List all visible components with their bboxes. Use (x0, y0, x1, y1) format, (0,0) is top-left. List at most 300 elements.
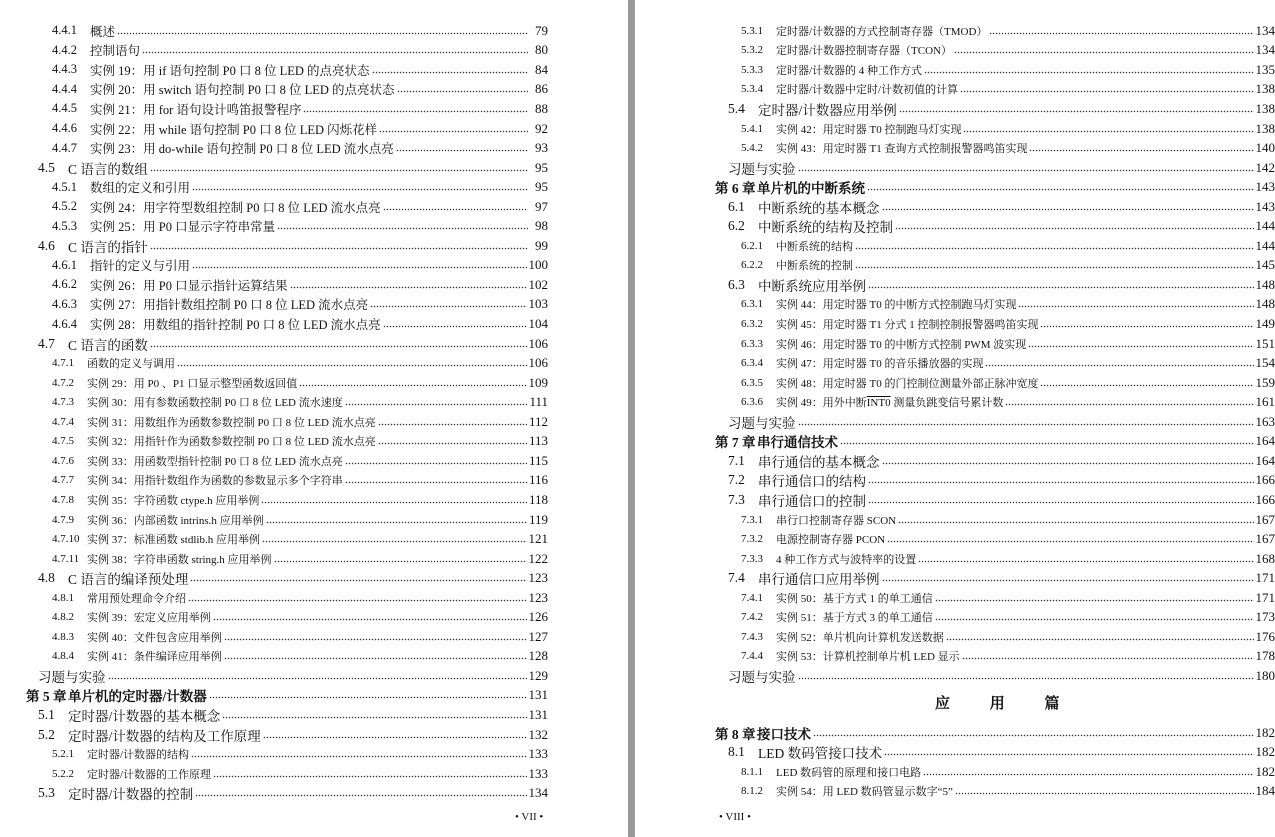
toc-entry-title-text: 定时器/计数器的方式控制寄存器（TMOD） (776, 25, 988, 38)
toc-entry[interactable] (715, 295, 1275, 315)
toc-entry-page: 102 (528, 276, 548, 292)
toc-entry[interactable] (715, 412, 1275, 432)
toc-entry-title (68, 705, 220, 725)
toc-entry-page: 86 (535, 81, 548, 97)
toc-entry[interactable] (0, 529, 548, 549)
toc-entry-number: 4.5.1 (52, 179, 77, 194)
toc-entry-page: 167 (1255, 511, 1275, 527)
toc-entry-title-text: 接口技术 (757, 726, 811, 742)
toc-entry-page: 123 (528, 570, 548, 586)
toc-entry[interactable] (0, 432, 548, 452)
toc-entry-title-text: 数组的定义和引用 (90, 181, 191, 196)
toc-entry-title (87, 394, 343, 410)
toc-entry-title-text: 实例 20：用 switch 语句控制 P0 口 8 位 LED 的点亮状态 (90, 83, 395, 98)
toc-entry-title (87, 433, 376, 449)
toc-entry-title-text: 实例 52：单片机向计算机发送数据 (776, 631, 944, 644)
toc-entry[interactable] (715, 451, 1275, 471)
toc-entry-title-text: 实例 24：用字符型数组控制 P0 口 8 位 LED 流水点亮 (90, 200, 381, 215)
toc-entry[interactable] (0, 744, 548, 764)
toc-entry[interactable] (0, 41, 548, 61)
toc-entry-number: 4.8.4 (52, 650, 74, 663)
toc-entry[interactable] (715, 432, 1275, 452)
toc-entry-number: 4.5.3 (52, 218, 77, 233)
toc-entry[interactable] (715, 549, 1275, 569)
toc-entry-page: 163 (1255, 413, 1275, 429)
toc-entry[interactable] (715, 177, 1275, 197)
toc-entry[interactable] (715, 392, 1275, 412)
toc-entry-page: 134 (1255, 42, 1275, 58)
toc-entry-page: 79 (535, 22, 548, 38)
toc-entry-title-text: 串行口控制寄存器 SCON (776, 514, 897, 527)
toc-entry-title (90, 315, 381, 333)
toc-entry-page: 88 (535, 100, 548, 116)
toc-entry-number: 7.2 (728, 472, 745, 488)
toc-entry-number: 7.3.2 (741, 533, 763, 546)
toc-entry[interactable] (0, 627, 548, 647)
toc-entry-number: 6.2 (728, 218, 745, 234)
toc-entry[interactable] (0, 334, 548, 354)
dot-leader (150, 240, 528, 252)
dot-leader (263, 729, 527, 741)
toc-entry-page: 180 (1255, 667, 1275, 683)
toc-entry[interactable] (715, 471, 1275, 491)
dot-leader (963, 123, 1253, 135)
dot-leader (222, 709, 526, 721)
toc-entry-page: 164 (1255, 452, 1275, 468)
toc-entry-title-text: 指针的定义与引用 (90, 259, 191, 274)
toc-entry[interactable] (0, 314, 548, 334)
toc-entry-number: 第 7 章 (715, 435, 756, 451)
toc-entry-title (87, 766, 211, 782)
toc-entry[interactable] (715, 99, 1275, 119)
toc-entry-title-text: 实例 47：用定时器 T0 的音乐播放器的实现 (776, 358, 984, 371)
dot-leader (191, 748, 526, 760)
toc-entry[interactable] (0, 490, 548, 510)
toc-entry-title (87, 355, 175, 371)
toc-entry-number: 5.2.1 (52, 748, 74, 761)
toc-entry-number: 4.7.10 (52, 533, 80, 546)
toc-entry-title-text: 习题与实验 (728, 669, 796, 685)
dot-leader (798, 416, 1254, 428)
toc-entry-page: 128 (528, 648, 548, 664)
toc-entry[interactable] (0, 392, 548, 412)
toc-entry-title (90, 41, 140, 59)
toc-entry-page: 148 (1255, 276, 1275, 292)
toc-entry-title (776, 23, 987, 39)
toc-entry[interactable] (0, 158, 548, 178)
toc-entry-title (90, 256, 190, 274)
toc-entry[interactable] (0, 373, 548, 393)
dot-leader (868, 279, 1254, 291)
toc-entry[interactable] (715, 373, 1275, 393)
toc-entry-title-text: 实例 51：基于方式 3 的单工通信 (776, 612, 933, 625)
dot-leader (224, 650, 527, 662)
toc-entry[interactable] (715, 80, 1275, 100)
toc-entry-title-text: 实例 27：用指针数组控制 P0 口 8 位 LED 流水点亮 (90, 298, 369, 313)
toc-entry-title (758, 742, 882, 762)
toc-entry-title (87, 472, 343, 488)
toc-entry[interactable] (0, 705, 548, 725)
toc-entry[interactable] (0, 197, 548, 217)
toc-entry-title-text: C 语言的指针 (68, 239, 148, 255)
page-divider (628, 0, 635, 837)
toc-entry-title (90, 100, 301, 118)
toc-entry-page: 131 (528, 687, 548, 703)
toc-entry-number: 7.4.2 (741, 611, 763, 624)
toc-entry-title-text: 实例 48：用定时器 T0 的门控制位测量外部正脉冲宽度 (776, 377, 1039, 390)
toc-entry[interactable] (715, 608, 1275, 628)
toc-entry[interactable] (0, 21, 548, 41)
toc-entry-title (758, 99, 897, 119)
dot-leader (261, 494, 527, 506)
toc-entry-title-text: 单片机的中断系统 (757, 181, 865, 197)
toc-entry[interactable] (0, 138, 548, 158)
toc-entry[interactable] (0, 256, 548, 276)
toc-entry[interactable] (715, 21, 1275, 41)
toc-entry-page: 118 (528, 491, 548, 507)
dot-leader (1028, 338, 1253, 350)
toc-entry-number: 5.3 (38, 785, 55, 801)
toc-entry-page: 111 (529, 394, 548, 410)
toc-entry-number: 4.8.1 (52, 591, 74, 604)
dot-leader (884, 746, 1253, 758)
dot-leader (1005, 396, 1253, 408)
toc-entry[interactable] (715, 334, 1275, 354)
toc-entry-title (758, 451, 880, 471)
toc-entry[interactable] (0, 217, 548, 237)
toc-entry-title (758, 490, 866, 510)
toc-entry[interactable] (0, 451, 548, 471)
dot-leader (299, 377, 526, 389)
dot-leader (868, 474, 1254, 486)
toc-entry[interactable] (715, 762, 1275, 782)
toc-entry-page: 166 (1255, 491, 1275, 507)
toc-entry-number: 5.2 (38, 726, 55, 742)
toc-entry[interactable] (0, 764, 548, 784)
toc-entry-title-text: 习题与实验 (728, 415, 796, 431)
toc-entry-page: 80 (535, 42, 548, 58)
toc-entry-page: 167 (1255, 531, 1275, 547)
dot-leader (303, 103, 528, 115)
toc-entry-number: 4.7.2 (52, 376, 74, 389)
toc-entry-page: 182 (1255, 763, 1275, 779)
toc-entry-title (776, 764, 921, 780)
toc-entry-title (776, 531, 885, 547)
toc-entry[interactable] (715, 41, 1275, 61)
toc-entry[interactable] (715, 236, 1275, 256)
toc-entry-title (87, 453, 343, 469)
toc-entry-title-text: 定时器/计数器的结构及工作原理 (68, 728, 261, 744)
toc-entry-page: 142 (1255, 159, 1275, 175)
toc-entry-title-overline: INT0 (866, 397, 891, 410)
part-title: 应 用 篇 (935, 696, 1078, 712)
toc-entry-title-text: 定时器/计数器的基本概念 (68, 709, 221, 724)
toc-entry-number: 7.4 (728, 570, 745, 586)
toc-entry-title (776, 62, 922, 78)
toc-entry[interactable] (715, 314, 1275, 334)
toc-entry-page: 106 (528, 335, 548, 351)
toc-entry-title (87, 512, 264, 528)
dot-leader (1029, 142, 1253, 154)
toc-entry-title-text: 中断系统的结构 (776, 240, 853, 253)
toc-entry-number: 6.2.2 (741, 259, 763, 272)
toc-entry-page: 143 (1255, 198, 1275, 214)
toc-entry[interactable] (715, 510, 1275, 530)
toc-entry[interactable] (715, 627, 1275, 647)
toc-entry-title (90, 80, 395, 98)
toc-entry-number: 5.3.1 (741, 24, 763, 37)
toc-entry[interactable] (715, 60, 1275, 80)
toc-entry[interactable] (0, 549, 548, 569)
dot-leader (960, 83, 1253, 95)
toc-entry-title (68, 783, 193, 803)
toc-entry-number: 4.7 (38, 335, 55, 351)
toc-entry-number: 5.3.4 (741, 83, 763, 96)
toc-entry[interactable] (0, 686, 548, 706)
toc-entry-page: 92 (535, 120, 548, 136)
toc-entry-title (38, 666, 106, 686)
dot-leader (190, 572, 526, 584)
toc-entry-title (90, 120, 377, 138)
dot-leader (955, 785, 1254, 797)
toc-entry-page: 149 (1255, 316, 1275, 331)
toc-entry-title-text: 实例 49：用外中断 (776, 397, 867, 410)
toc-entry-page: 123 (528, 589, 548, 605)
dot-leader (142, 44, 528, 56)
toc-entry[interactable] (715, 647, 1275, 667)
toc-entry-title-text: 串行通信口应用举例 (758, 572, 880, 588)
toc-entry-page: 171 (1255, 589, 1275, 605)
toc-entry-number: 7.3 (728, 491, 745, 507)
dot-leader (898, 514, 1253, 526)
toc-entry-title-text: 单片机的定时器/计数器 (68, 689, 207, 705)
toc-entry-title-text: 实例 43：用定时器 T1 查询方式控制报警器鸣笛实现 (776, 143, 1028, 156)
dot-leader (345, 396, 528, 408)
toc-entry-title (776, 121, 961, 137)
toc-entry-page: 131 (528, 707, 548, 722)
toc-entry-title-text: 概述 (90, 24, 116, 39)
toc-entry-title-text: 习题与实验 (728, 161, 796, 177)
toc-entry-page: 151 (1255, 335, 1275, 351)
toc-entry[interactable] (0, 725, 548, 745)
toc-entry-number: 5.4.1 (741, 122, 763, 135)
dot-leader (954, 44, 1254, 56)
toc-entry-title (776, 355, 983, 371)
toc-entry-page: 106 (528, 355, 548, 371)
right-page (635, 0, 1275, 837)
toc-entry[interactable] (715, 743, 1275, 763)
toc-entry-title-text: 定时器/计数器控制寄存器（TCON） (776, 45, 952, 58)
toc-entry[interactable] (0, 119, 548, 139)
toc-entry[interactable] (715, 217, 1275, 237)
toc-entry-title-text: 定时器/计数器应用举例 (758, 102, 897, 118)
toc-entry[interactable] (0, 471, 548, 491)
toc-entry-page: 161 (1255, 394, 1275, 410)
dot-leader (372, 64, 528, 76)
toc-entry[interactable] (715, 723, 1275, 743)
toc-entry-title (776, 316, 1038, 332)
toc-entry-page: 168 (1255, 550, 1275, 566)
toc-entry-page: 134 (528, 785, 548, 801)
toc-entry-number: 6.1 (728, 198, 745, 214)
dot-leader (378, 435, 527, 447)
toc-entry-title-text: C 语言的编译预处理 (68, 572, 189, 588)
toc-entry-title (87, 590, 186, 606)
toc-entry-page: 176 (1255, 628, 1275, 644)
dot-leader (962, 650, 1254, 662)
toc-entry-page: 144 (1255, 218, 1275, 234)
toc-entry-number: 4.8.2 (52, 611, 74, 624)
toc-entry-number: 6.3 (728, 276, 745, 292)
toc-entry-title-text: 4 种工作方式与波特率的设置 (776, 553, 917, 566)
toc-entry-number: 第 8 章 (715, 726, 756, 742)
toc-entry-title (87, 746, 189, 762)
toc-entry-number: 6.3.1 (741, 298, 763, 311)
toc-entry[interactable] (715, 782, 1275, 802)
dot-leader (798, 162, 1254, 174)
toc-entry-title-text: 实例 44：用定时器 T0 的中断方式控制跑马灯实现 (776, 299, 1017, 312)
toc-entry-title (776, 394, 1003, 410)
toc-entry-page: 164 (1255, 433, 1275, 449)
toc-entry-title (776, 336, 1026, 352)
toc-entry-number: 4.7.5 (52, 435, 74, 448)
toc-entry[interactable] (0, 588, 548, 608)
toc-entry-title-text: 实例 54：用 LED 数码管显示数字“5” (776, 786, 953, 799)
toc-entry-page: 145 (1255, 257, 1275, 273)
toc-entry-page: 134 (1255, 22, 1275, 38)
dot-leader (882, 572, 1254, 584)
toc-entry[interactable] (715, 256, 1275, 276)
toc-entry-title-text: 实例 41：条件编译应用举例 (87, 651, 222, 664)
toc-entry[interactable] (0, 353, 548, 373)
toc-entry-title-text: 实例 38：字符串函数 string.h 应用举例 (87, 553, 272, 566)
toc-entry[interactable] (0, 60, 548, 80)
toc-entry-title (68, 568, 188, 588)
toc-entry-title (90, 61, 370, 79)
toc-entry-number: 6.3.5 (741, 376, 763, 389)
toc-entry-number: 4.8.3 (52, 630, 74, 643)
toc-entry[interactable] (715, 197, 1275, 217)
toc-entry-title-text: 实例 25：用 P0 口显示字符串常量 (90, 220, 276, 235)
toc-entry[interactable] (0, 608, 548, 628)
toc-entry-title-text: 定时器/计数器的工作原理 (87, 768, 212, 781)
toc-entry[interactable] (715, 158, 1275, 178)
toc-entry-page: 178 (1255, 648, 1275, 664)
toc-entry-title-text: 实例 31：用数组作为函数参数控制 P0 口 8 位 LED 流水点亮 (87, 416, 376, 429)
toc-entry-page: 144 (1255, 237, 1275, 253)
toc-entry-title-text: 函数的定义与调用 (87, 358, 175, 371)
toc-entry[interactable] (0, 568, 548, 588)
toc-entry-number: 6.3.3 (741, 337, 763, 350)
toc-entry-page: 127 (528, 628, 548, 644)
toc-entry[interactable] (715, 666, 1275, 686)
toc-entry[interactable] (0, 177, 548, 197)
toc-entry-page: 95 (535, 159, 548, 175)
dot-leader (882, 201, 1254, 213)
toc-entry[interactable] (0, 295, 548, 315)
toc-entry[interactable] (715, 138, 1275, 158)
toc-entry-title-text: 定时器/计数器的结构 (87, 749, 190, 762)
toc-entry-title (776, 257, 853, 273)
toc-entry-title (776, 609, 933, 625)
toc-entry-number: 8.1.1 (741, 765, 763, 778)
toc-entry-number: 7.4.4 (741, 650, 763, 663)
dot-leader (224, 631, 527, 643)
toc-entry-title-text: 实例 26：用 P0 口显示指针运算结果 (90, 278, 288, 293)
toc-entry-title-text: 实例 23：用 do-while 语句控制 P0 口 8 位 LED 流水点亮 (90, 142, 394, 157)
toc-entry-title (776, 140, 1027, 156)
dot-leader (887, 533, 1253, 545)
toc-entry-title (87, 648, 222, 664)
dot-leader (150, 162, 528, 174)
toc-entry[interactable] (0, 236, 548, 256)
toc-entry-title (728, 158, 796, 178)
toc-entry-title-text: 中断系统的基本概念 (758, 200, 880, 216)
toc-entry-number: 4.4.3 (52, 62, 77, 77)
toc-entry-page: 119 (528, 511, 548, 527)
toc-entry-page: 166 (1255, 472, 1275, 488)
toc-entry-number: 4.4.1 (52, 23, 77, 38)
dot-leader (918, 553, 1253, 565)
toc-entry[interactable] (715, 588, 1275, 608)
toc-entry-page: 121 (528, 531, 548, 547)
toc-entry-number: 4.6.3 (52, 296, 77, 311)
dot-leader (108, 670, 527, 682)
toc-entry[interactable] (0, 412, 548, 432)
dot-leader (867, 181, 1254, 193)
toc-entry-title (87, 531, 260, 547)
dot-leader (989, 25, 1253, 37)
toc-entry-title (90, 22, 115, 40)
toc-entry-page: 112 (528, 413, 548, 429)
toc-entry-page: 182 (1255, 744, 1275, 760)
toc-entry-number: 4.7.3 (52, 396, 74, 409)
toc-entry[interactable] (0, 275, 548, 295)
dot-leader (1040, 377, 1253, 389)
page-number: • VII • (515, 811, 544, 823)
toc-entry-title-text: 实例 53：计算机控制单片机 LED 显示 (776, 651, 960, 664)
toc-entry-title-text: 中断系统的控制 (776, 260, 853, 273)
toc-entry[interactable] (0, 80, 548, 100)
toc-entry[interactable] (0, 647, 548, 667)
toc-entry-page: 97 (535, 198, 548, 214)
toc-entry[interactable] (0, 99, 548, 119)
dot-leader (397, 83, 528, 95)
dot-leader (383, 201, 528, 213)
toc-entry-title-text: 实例 32：用指针作为函数参数控制 P0 口 8 位 LED 流水点亮 (87, 436, 376, 449)
toc-entry-page: 115 (528, 452, 548, 468)
toc-entry-title (776, 296, 1016, 312)
toc-entry[interactable] (0, 510, 548, 530)
toc-entry[interactable] (715, 353, 1275, 373)
toc-entry-page: 129 (528, 667, 548, 683)
toc-entry-title (90, 276, 288, 294)
toc-entry[interactable] (715, 529, 1275, 549)
toc-entry-title (776, 590, 933, 606)
toc-entry-title-text: 实例 33：用函数型指针控制 P0 口 8 位 LED 流水点亮 (87, 455, 343, 468)
toc-entry[interactable] (0, 783, 548, 803)
toc-entry[interactable] (0, 666, 548, 686)
toc-entry[interactable] (715, 568, 1275, 588)
toc-entry-title (776, 783, 953, 799)
toc-entry[interactable] (715, 490, 1275, 510)
toc-entry[interactable] (715, 275, 1275, 295)
toc-entry-number: 4.6.1 (52, 257, 77, 272)
dot-leader (855, 240, 1254, 252)
toc-entry-title-text: 定时器/计数器的控制 (68, 787, 194, 803)
toc-entry[interactable] (715, 119, 1275, 139)
dot-leader (895, 220, 1254, 232)
